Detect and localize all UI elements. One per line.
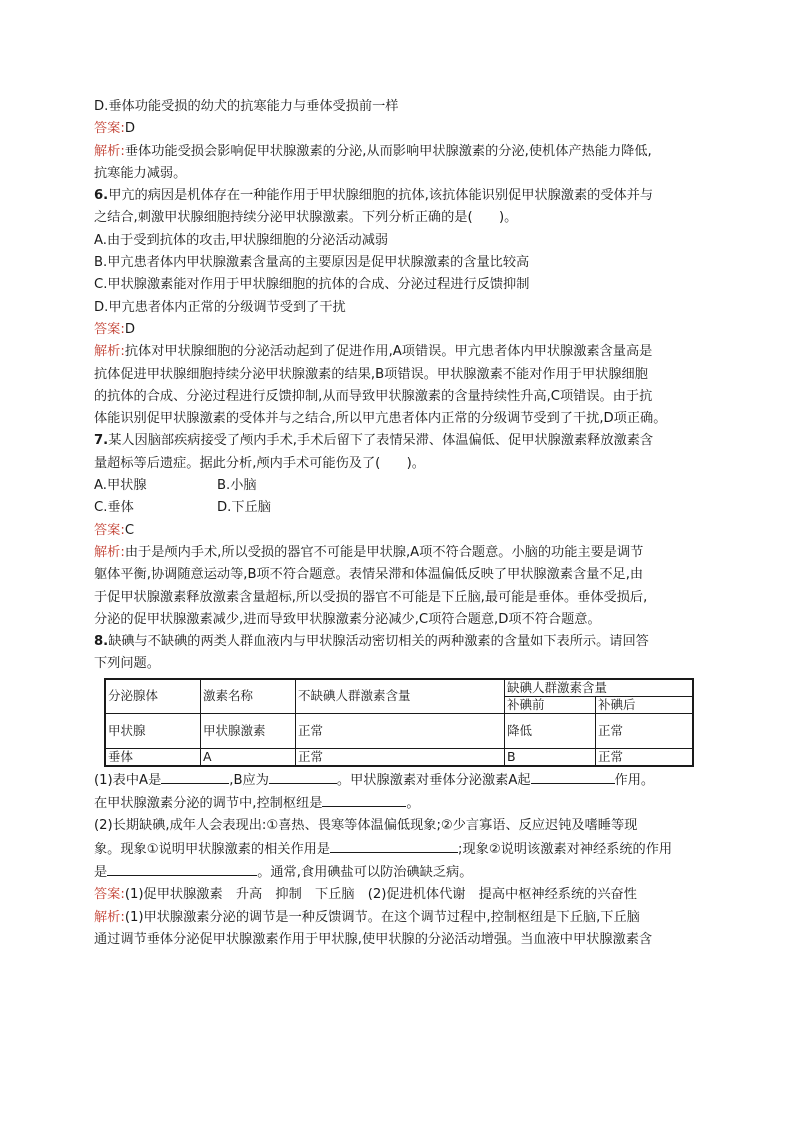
answer-value: (1)促甲状腺激素 升高 抑制 下丘脑 (2)促进机体代谢 提高中枢神经系统的兴奋性 — [124, 887, 637, 903]
q5-explanation-line: 抗寒能力减弱。 — [94, 165, 187, 181]
table-row — [105, 748, 693, 766]
table-cell: 正常 — [596, 713, 694, 748]
q7-answer — [94, 520, 714, 542]
answer-label: 答案: — [94, 321, 125, 337]
q6-explanation-line — [94, 341, 714, 363]
explanation-text: 抗体对甲状腺细胞的分泌活动起到了促进作用,A项错误。甲亢患者体内甲状腺激素含量高是 — [124, 344, 653, 360]
q8-sub2-line — [94, 861, 714, 884]
q7-explanation-line: 躯体平衡,协调随意运动等,B项不符合题意。表情呆滞和体温偏低反映了甲状腺激素含量不足,由 — [94, 567, 644, 583]
explanation-label: 解析: — [94, 909, 125, 925]
q7-option-b: B.小脑 — [217, 478, 257, 494]
table-header-row — [105, 679, 693, 697]
table-header-cell: 补碘前 — [505, 696, 596, 713]
q8-sub2-line — [94, 838, 714, 861]
answer-blank[interactable] — [107, 861, 257, 876]
q7-option-d: D.下丘脑 — [217, 500, 271, 516]
question-number: 6. — [94, 188, 109, 204]
q6-stem-line: 之结合,刺激甲状腺细胞持续分泌甲状腺激素。下列分析正确的是( )。 — [94, 210, 518, 226]
question-number: 7. — [94, 433, 109, 449]
document-page — [94, 96, 714, 951]
table-header-cell: 缺碘人群激素含量 — [505, 679, 694, 697]
answer-blank[interactable] — [531, 769, 615, 784]
q7-stem-line — [94, 430, 714, 452]
q5-answer — [94, 118, 714, 140]
q5-option-d: D.垂体功能受损的幼犬的抗寒能力与垂体受损前一样 — [94, 99, 399, 114]
q7-option-c: C.垂体 — [94, 500, 134, 516]
q7-explanation-line: 于促甲状腺激素释放激素含量超标,所以受损的器官不可能是下丘脑,最可能是垂体。垂体受损后, — [94, 589, 648, 605]
table-cell: 垂体 — [105, 748, 201, 766]
q7-stem-line: 量超标等后遗症。据此分析,颅内手术可能伤及了( )。 — [94, 455, 425, 471]
explanation-text: (1)甲状腺激素分泌的调节是一种反馈调节。在这个调节过程中,控制枢纽是下丘脑,下丘脑 — [124, 909, 640, 925]
q8-sub1-line — [94, 792, 714, 815]
table-header-cell: 不缺碘人群激素含量 — [296, 679, 505, 714]
sub-question-text: 。甲状腺激素对垂体分泌激素A起 — [336, 772, 531, 788]
answer-blank[interactable] — [161, 769, 229, 784]
answer-blank[interactable] — [330, 838, 458, 853]
q6-explanation-line: 抗体促进甲状腺细胞持续分泌甲状腺激素的结果,B项错误。甲状腺激素不能对作用于甲状腺细胞 — [94, 366, 648, 382]
q8-explanation-line — [94, 907, 714, 929]
q8-stem-line: 下列问题。 — [94, 656, 160, 672]
table-cell: 降低 — [505, 713, 596, 748]
sub-question-text: ,B应为 — [229, 772, 269, 788]
sub-question-text: 是 — [94, 864, 108, 880]
question-stem: 某人因脑部疾病接受了颅内手术,手术后留下了表情呆滞、体温偏低、促甲状腺激素释放激素含 — [108, 433, 654, 449]
table-cell: A — [201, 748, 296, 766]
sub-question-text: 象。现象①说明甲状腺激素的相关作用是 — [94, 841, 331, 857]
table-header-cell: 分泌腺体 — [105, 679, 201, 714]
q7-explanation-line: 分泌的促甲状腺激素减少,进而导致甲状腺激素分泌减少,C项符合题意,D项不符合题意。 — [94, 611, 601, 627]
table-row — [105, 713, 693, 748]
explanation-text: 垂体功能受损会影响促甲状腺激素的分泌,从而影响甲状腺激素的分泌,使机体产热能力降低, — [124, 143, 652, 159]
q7-options-row — [94, 475, 714, 497]
q8-sub2-line: (2)长期缺碘,成年人会表现出:①喜热、畏寒等体温偏低现象;②少言寡语、反应迟钝及嗜睡等现 — [94, 818, 638, 834]
q8-answer — [94, 884, 714, 906]
q6-stem-line — [94, 185, 714, 207]
table-header-cell: 激素名称 — [201, 679, 296, 714]
q8-explanation-line: 通过调节垂体分泌促甲状腺激素作用于甲状腺,使甲状腺的分泌活动增强。当血液中甲状腺激素含 — [94, 931, 653, 947]
table-header-cell: 补碘后 — [596, 696, 694, 713]
sub-question-text: 。通常,食用碘盐可以防治碘缺乏病。 — [257, 864, 473, 880]
q8-stem-line — [94, 631, 714, 653]
q5-explanation-line — [94, 141, 714, 163]
table-cell: 甲状腺激素 — [201, 713, 296, 748]
explanation-label: 解析: — [94, 143, 125, 159]
sub-question-text: 在甲状腺激素分泌的调节中,控制枢纽是 — [94, 796, 323, 812]
question-stem: 甲亢的病因是机体存在一种能作用于甲状腺细胞的抗体,该抗体能识别促甲状腺激素的受体并与 — [108, 188, 654, 204]
explanation-label: 解析: — [94, 344, 125, 360]
answer-blank[interactable] — [269, 769, 337, 784]
sub-question-text: ;现象②说明该激素对神经系统的作用 — [458, 841, 673, 857]
q6-option-d: D.甲亢患者体内正常的分级调节受到了干扰 — [94, 299, 346, 315]
table-cell: 正常 — [596, 748, 694, 766]
answer-label: 答案: — [94, 121, 125, 137]
q6-option-b: B.甲亢患者体内甲状腺激素含量高的主要原因是促甲状腺激素的含量比较高 — [94, 255, 530, 271]
answer-blank[interactable] — [322, 792, 406, 807]
explanation-text: 由于是颅内手术,所以受损的器官不可能是甲状腺,A项不符合题意。小脑的功能主要是调节 — [124, 544, 644, 560]
q7-options-row — [94, 497, 714, 519]
table-cell: 甲状腺 — [105, 713, 201, 748]
explanation-label: 解析: — [94, 544, 125, 560]
answer-value: D — [124, 321, 135, 337]
q7-explanation-line — [94, 542, 714, 564]
question-stem: 缺碘与不缺碘的两类人群血液内与甲状腺活动密切相关的两种激素的含量如下表所示。请回答 — [108, 634, 649, 650]
q6-option-c: C.甲状腺激素能对作用于甲状腺细胞的抗体的合成、分泌过程进行反馈抑制 — [94, 277, 530, 293]
q6-explanation-line: 的抗体的合成、分泌过程进行反馈抑制,从而导致甲状腺激素的含量持续性升高,C项错误。由于抗 — [94, 388, 653, 404]
answer-label: 答案: — [94, 522, 125, 538]
sub-question-text: 。 — [406, 796, 420, 812]
sub-question-text: (1)表中A是 — [94, 772, 162, 788]
answer-value: C — [124, 522, 135, 538]
answer-label: 答案: — [94, 887, 125, 903]
q7-option-a: A.甲状腺 — [94, 478, 147, 494]
q6-option-a: A.由于受到抗体的攻击,甲状腺细胞的分泌活动减弱 — [94, 232, 389, 248]
table-cell: 正常 — [296, 748, 505, 766]
sub-question-text: 作用。 — [614, 772, 655, 788]
question-number: 8. — [94, 634, 109, 650]
table-cell: B — [505, 748, 596, 766]
q6-answer — [94, 319, 714, 341]
q6-explanation-line: 体能识别促甲状腺激素的受体并与之结合,所以甲亢患者体内正常的分级调节受到了干扰,D项正确。 — [94, 411, 667, 427]
hormone-table — [104, 678, 694, 767]
table-cell: 正常 — [296, 713, 505, 748]
answer-value: D — [124, 121, 135, 137]
q8-sub1-line — [94, 769, 714, 792]
